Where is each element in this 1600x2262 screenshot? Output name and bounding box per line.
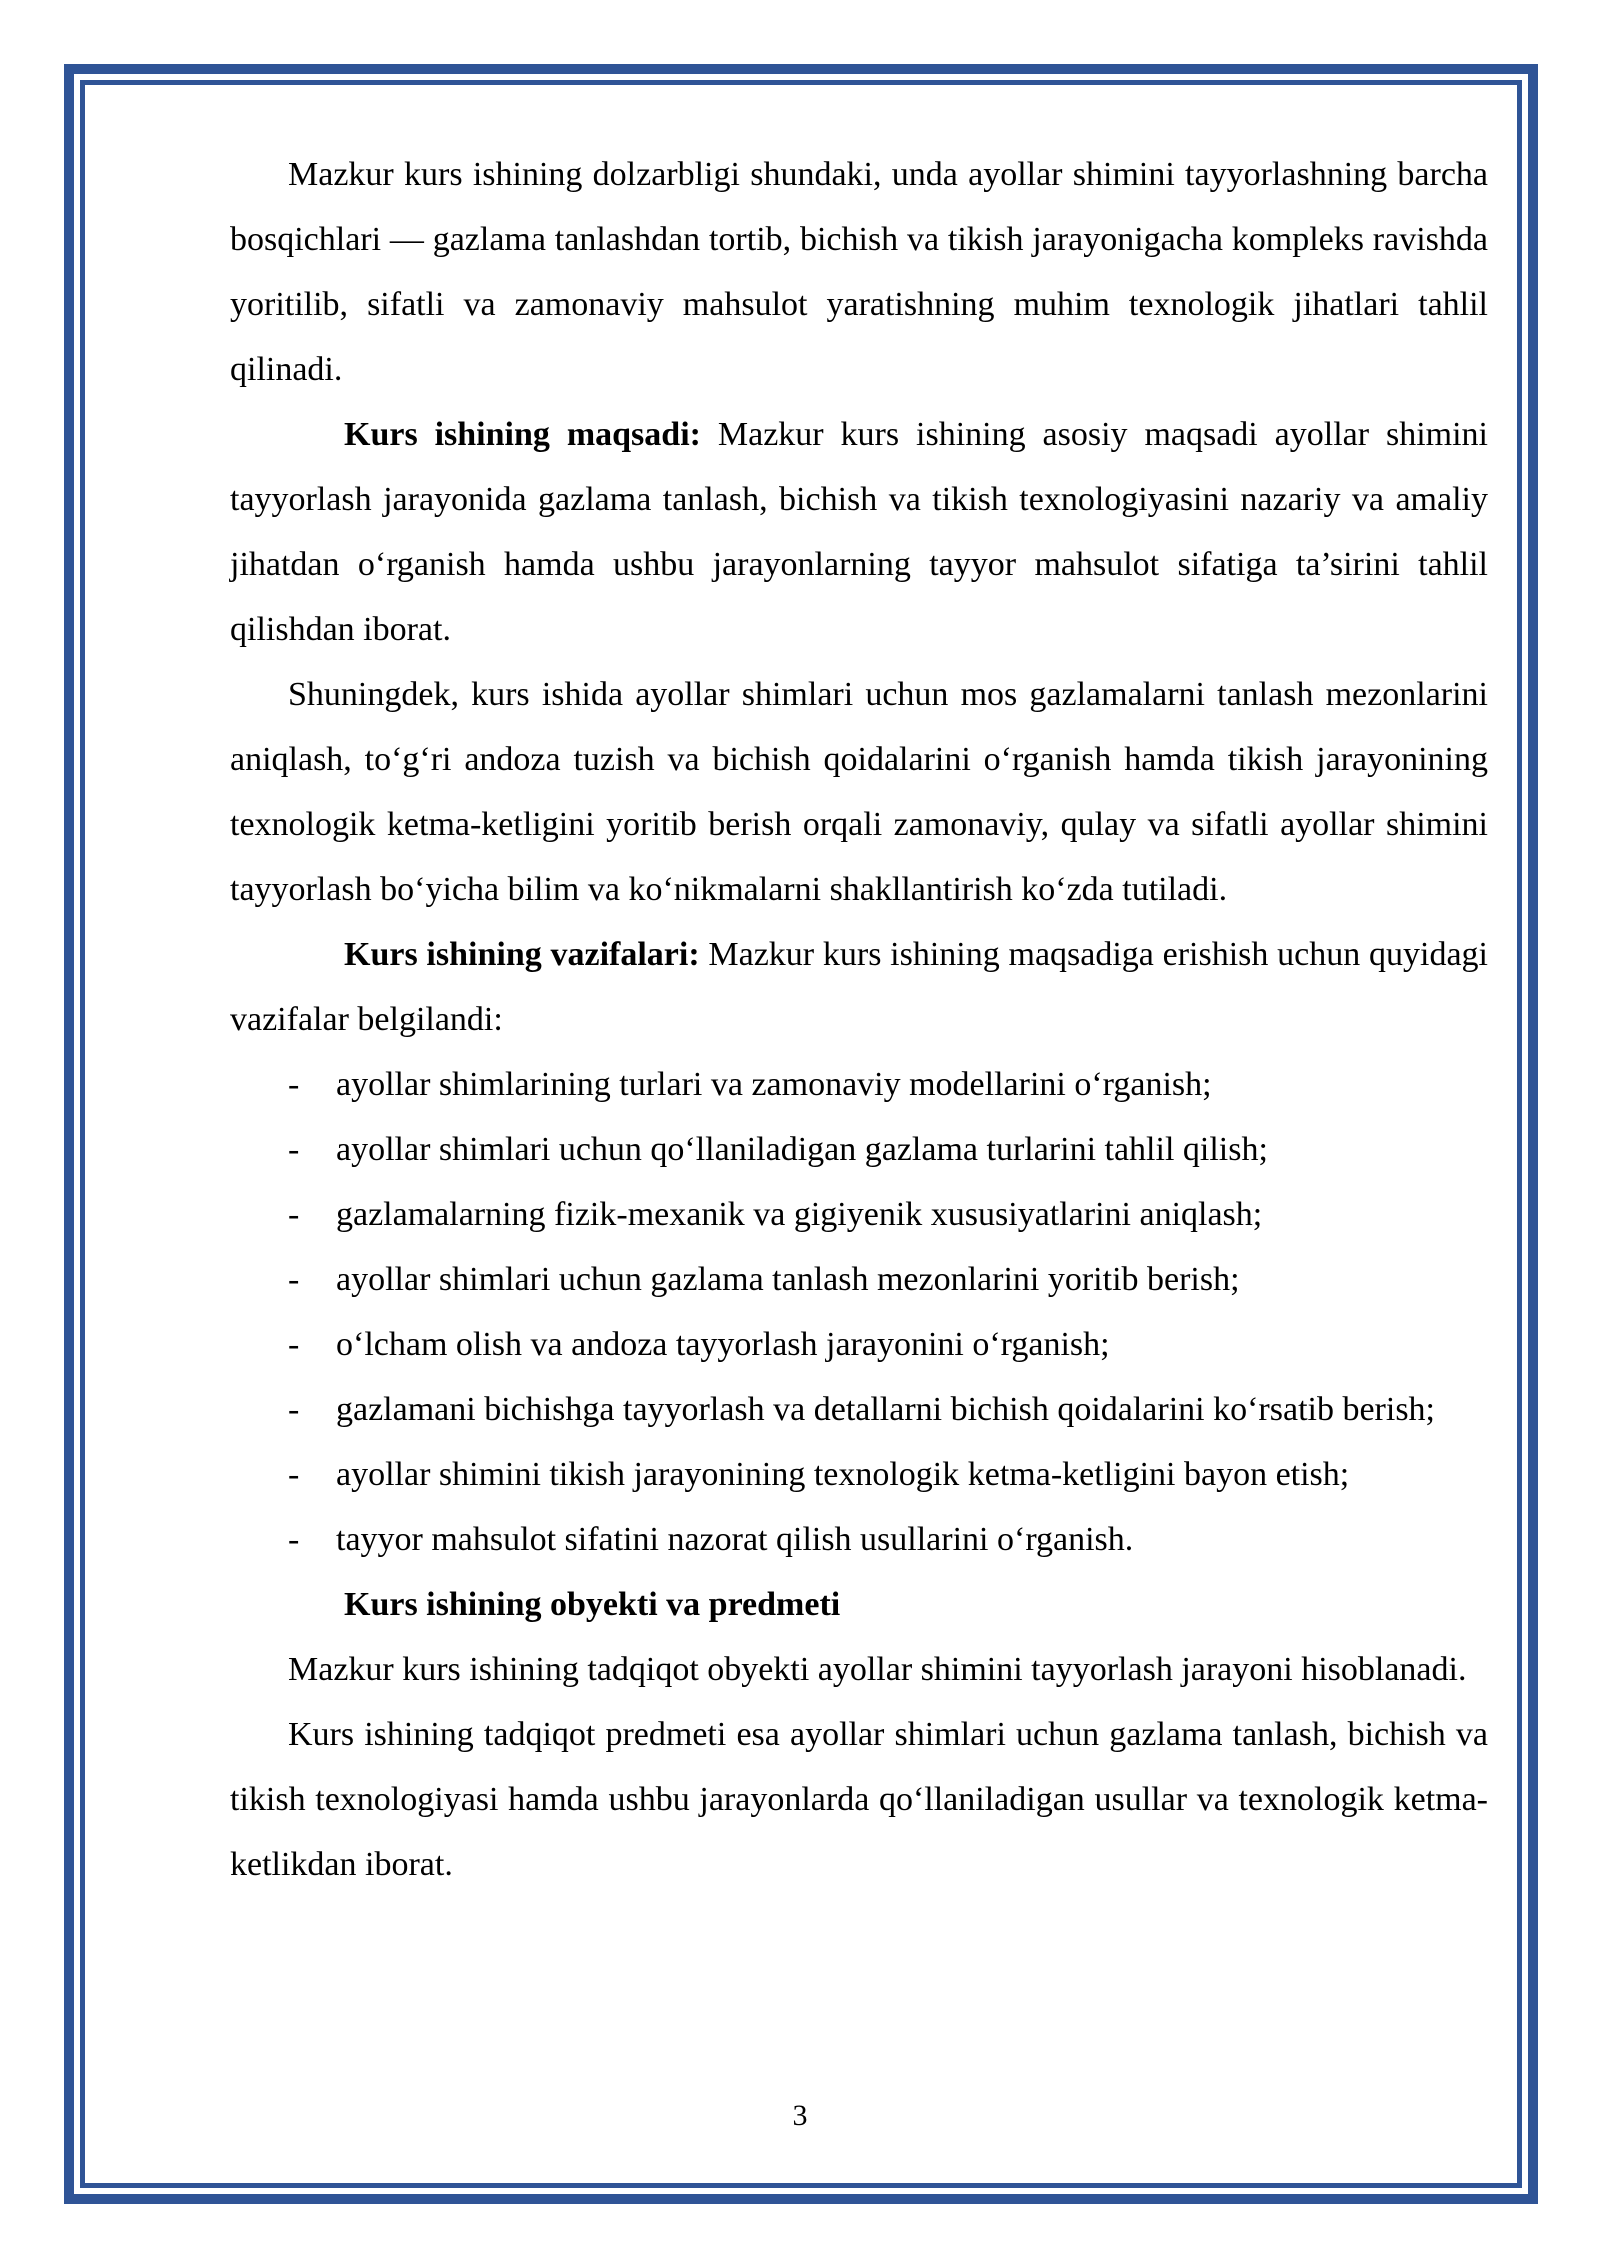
relevance-paragraph: Mazkur kurs ishining dolzarbligi shundaki, unda ayollar shimini tayyorlashning barcha bosqichlari — gazlama tanlashdan tortib, bichish va tikish jarayonigacha kompleks ravishda yoritilib, sifatli va zamonaviy mahsulot yaratishning muhim texnologik jihatlari tahlil qilinadi.: [230, 156, 1488, 388]
tasks-label: Kurs ishining vazifalari:: [344, 936, 700, 973]
goal-paragraph: [230, 402, 1488, 662]
task-text: ayollar shimlari uchun qo‘llaniladigan gazlama turlarini tahlil qilish;: [336, 1131, 1268, 1168]
task-item: [230, 1442, 1488, 1507]
list-dash: -: [288, 1066, 300, 1103]
task-item: [230, 1117, 1488, 1182]
subject-paragraph: Kurs ishining tadqiqot predmeti esa ayollar shimlari uchun gazlama tanlash, bichish va tikish texnologiyasi hamda ushbu jarayonlarda qo‘llaniladigan usullar va texnologik ketma-ketlikdan iborat.: [230, 1716, 1488, 1883]
tasks-paragraph: [230, 922, 1488, 1052]
task-text: o‘lcham olish va andoza tayyorlash jarayonini o‘rganish;: [336, 1326, 1110, 1363]
task-text: ayollar shimlarining turlari va zamonaviy modellarini o‘rganish;: [336, 1066, 1212, 1103]
task-list: [230, 1052, 1488, 1572]
list-dash: -: [288, 1261, 300, 1298]
task-item: [230, 1377, 1488, 1442]
task-item: [230, 1507, 1488, 1572]
task-text: ayollar shimlari uchun gazlama tanlash mezonlarini yoritib berish;: [336, 1261, 1240, 1298]
object-paragraph: Mazkur kurs ishining tadqiqot obyekti ayollar shimini tayyorlash jarayoni hisoblanadi.: [288, 1651, 1467, 1688]
task-item: [230, 1247, 1488, 1312]
list-dash: -: [288, 1326, 300, 1363]
task-text: gazlamalarning fizik-mexanik va gigiyenik xususiyatlarini aniqlash;: [336, 1196, 1263, 1233]
tasks-text: Mazkur kurs ishining maqsadiga erishish uchun quyidagi vazifalar belgilandi:: [230, 936, 1488, 1038]
list-dash: -: [288, 1196, 300, 1233]
page-number: 3: [792, 2099, 808, 2132]
also-paragraph: Shuningdek, kurs ishida ayollar shimlari uchun mos gazlamalarni tanlash mezonlarini aniqlash, to‘g‘ri andoza tuzish va bichish qoidalarini o‘rganish hamda tikish jarayonining texnologik ketma-ketligini yoritib berish orqali zamonaviy, qulay va sifatli ayollar shimini tayyorlash bo‘yicha bilim va ko‘nikmalarni shakllantirish ko‘zda tutiladi.: [230, 676, 1488, 908]
list-dash: -: [288, 1131, 300, 1168]
goal-text: Mazkur kurs ishining asosiy maqsadi ayollar shimini tayyorlash jarayonida gazlama tanlash, bichish va tikish texnologiyasini nazariy va amaliy jihatdan o‘rganish hamda ushbu jarayonlarning tayyor mahsulot sifatiga ta’sirini tahlil qilishdan iborat.: [230, 416, 1488, 648]
task-text: tayyor mahsulot sifatini nazorat qilish usullarini o‘rganish.: [336, 1521, 1134, 1558]
task-text: gazlamani bichishga tayyorlash va detallarni bichish qoidalarini ko‘rsatib berish;: [336, 1391, 1436, 1428]
goal-label: Kurs ishining maqsadi:: [344, 416, 701, 453]
list-dash: -: [288, 1521, 300, 1558]
task-text: ayollar shimini tikish jarayonining texnologik ketma-ketligini bayon etish;: [336, 1456, 1350, 1493]
list-dash: -: [288, 1456, 300, 1493]
object-subject-heading: Kurs ishining obyekti va predmeti: [344, 1586, 841, 1623]
task-item: [230, 1312, 1488, 1377]
task-item: [230, 1052, 1488, 1117]
list-dash: -: [288, 1391, 300, 1428]
page-content: [230, 142, 1488, 1897]
task-item: [230, 1182, 1488, 1247]
